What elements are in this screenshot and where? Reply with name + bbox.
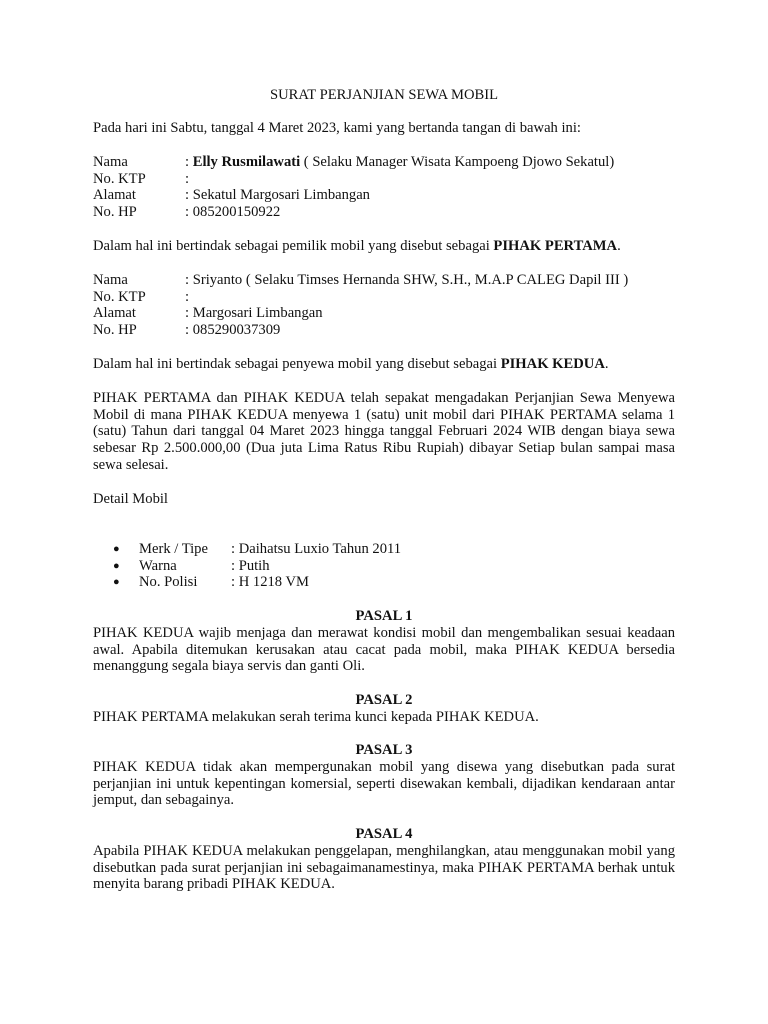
car-color: Putih bbox=[238, 557, 270, 574]
document-title: SURAT PERJANJIAN SEWA MOBIL bbox=[270, 87, 498, 103]
car-plate-number: H 1218 VM bbox=[238, 574, 309, 591]
article-2-title: PASAL 2 bbox=[355, 692, 413, 708]
list-item: ● No. Polisi : H 1218 VM bbox=[93, 574, 401, 591]
field-colon: : bbox=[185, 170, 190, 187]
article-2-text: PIHAK PERTAMA melakukan serah terima kunci kepada PIHAK KEDUA. bbox=[93, 709, 539, 725]
first-party-phone-row bbox=[93, 204, 675, 221]
second-party-name: Sriyanto ( Selaku Timses Hernanda SHW, S.H., M.A.P CALEG Dapil III ) bbox=[192, 272, 629, 288]
car-field-label: No. Polisi bbox=[139, 574, 198, 591]
second-party-address: Margosari Limbangan bbox=[192, 305, 323, 322]
first-party-name-row bbox=[93, 154, 675, 171]
first-party-details bbox=[93, 154, 675, 221]
car-detail-heading: Detail Mobil bbox=[93, 491, 168, 507]
article-4-text: Apabila PIHAK KEDUA melakukan penggelapan, menghilangkan, atau menggunakan mobil yang disebutkan pada surat perjanjian ini sebagaimanamestinya, maka PIHAK PERTAMA berhak untuk menyita barang pribadi PIHAK KEDUA. bbox=[93, 843, 675, 893]
field-label: Nama bbox=[93, 154, 128, 170]
first-party-phone: 085200150922 bbox=[192, 204, 281, 221]
field-label: Nama bbox=[93, 272, 128, 288]
first-party-address-row bbox=[93, 187, 675, 204]
second-party-ktp-row bbox=[93, 289, 675, 306]
field-colon: : bbox=[185, 305, 190, 322]
field-colon: : bbox=[185, 204, 190, 221]
bullet-icon: ● bbox=[113, 576, 120, 589]
first-party-name: Elly Rusmilawati bbox=[192, 154, 301, 170]
field-label: No. HP bbox=[93, 322, 137, 339]
article-3-text: PIHAK KEDUA tidak akan mempergunakan mobil yang disewa yang disebutkan pada surat perjanjian ini untuk kepentingan komersial, seperti disewakan kembali, dijadikan kendaraan antar jemput, dan sebagainya. bbox=[93, 759, 675, 809]
first-party-position: ( Selaku Manager Wisata Kampoeng Djowo Sekatul) bbox=[300, 154, 615, 170]
field-colon: : bbox=[185, 154, 190, 170]
field-label: Alamat bbox=[93, 305, 136, 322]
field-label: Alamat bbox=[93, 187, 136, 204]
car-field-label: Merk / Tipe bbox=[139, 541, 208, 557]
car-field-label: Warna bbox=[139, 557, 177, 574]
first-party-role-name: PIHAK PERTAMA bbox=[493, 238, 618, 254]
intro-text: Pada hari ini Sabtu, tanggal 4 Maret 2023, kami yang bertanda tangan di bawah ini: bbox=[93, 120, 581, 136]
first-party-ktp-row bbox=[93, 171, 675, 188]
field-colon: : bbox=[185, 187, 190, 204]
article-3-title: PASAL 3 bbox=[355, 742, 413, 758]
field-colon: : bbox=[185, 272, 190, 288]
second-party-address-row bbox=[93, 305, 675, 322]
second-party-details bbox=[93, 272, 675, 339]
car-brand-type: Daihatsu Luxio Tahun 2011 bbox=[238, 541, 402, 557]
field-label: No. KTP bbox=[93, 288, 146, 305]
field-colon: : bbox=[185, 288, 190, 305]
second-party-role-name: PIHAK KEDUA bbox=[500, 356, 605, 372]
article-1-text: PIHAK KEDUA wajib menjaga dan merawat kondisi mobil dan mengembalikan sesuai keadaan awal. Apabila ditemukan kerusakan atau cacat pada mobil, maka PIHAK KEDUA bersedia menanggung segala biaya servis dan ganti Oli. bbox=[93, 625, 675, 675]
list-item: ● Merk / Tipe : Daihatsu Luxio Tahun 2011 bbox=[93, 541, 401, 558]
article-4-title: PASAL 4 bbox=[355, 826, 413, 842]
agreement-paragraph: PIHAK PERTAMA dan PIHAK KEDUA telah sepakat mengadakan Perjanjian Sewa Menyewa Mobil di mana PIHAK KEDUA menyewa 1 (satu) unit mobil dari PIHAK PERTAMA selama 1 (satu) Tahun dari tanggal 04 Maret 2023 hingga tanggal Februari 2024 WIB dengan biaya sewa sebesar Rp 2.500.000,00 (Dua juta Lima Ratus Ribu Rupiah) dibayar Setiap bulan sampai masa sewa selesai. bbox=[93, 390, 675, 473]
field-label: No. KTP bbox=[93, 170, 146, 187]
second-party-phone: 085290037309 bbox=[192, 322, 281, 339]
field-colon: : bbox=[185, 322, 190, 339]
first-party-role: Dalam hal ini bertindak sebagai pemilik mobil yang disebut sebagai PIHAK PERTAMA. bbox=[93, 238, 621, 254]
car-detail-list bbox=[93, 541, 401, 591]
article-1-title: PASAL 1 bbox=[355, 608, 413, 624]
first-party-address: Sekatul Margosari Limbangan bbox=[192, 187, 370, 204]
bullet-icon: ● bbox=[113, 543, 120, 555]
second-party-name-row bbox=[93, 272, 675, 289]
second-party-role: Dalam hal ini bertindak sebagai penyewa mobil yang disebut sebagai PIHAK KEDUA. bbox=[93, 356, 609, 372]
bullet-icon: ● bbox=[113, 559, 120, 572]
field-label: No. HP bbox=[93, 204, 137, 221]
list-item: ● Warna : Putih bbox=[93, 558, 401, 575]
second-party-phone-row bbox=[93, 322, 675, 339]
